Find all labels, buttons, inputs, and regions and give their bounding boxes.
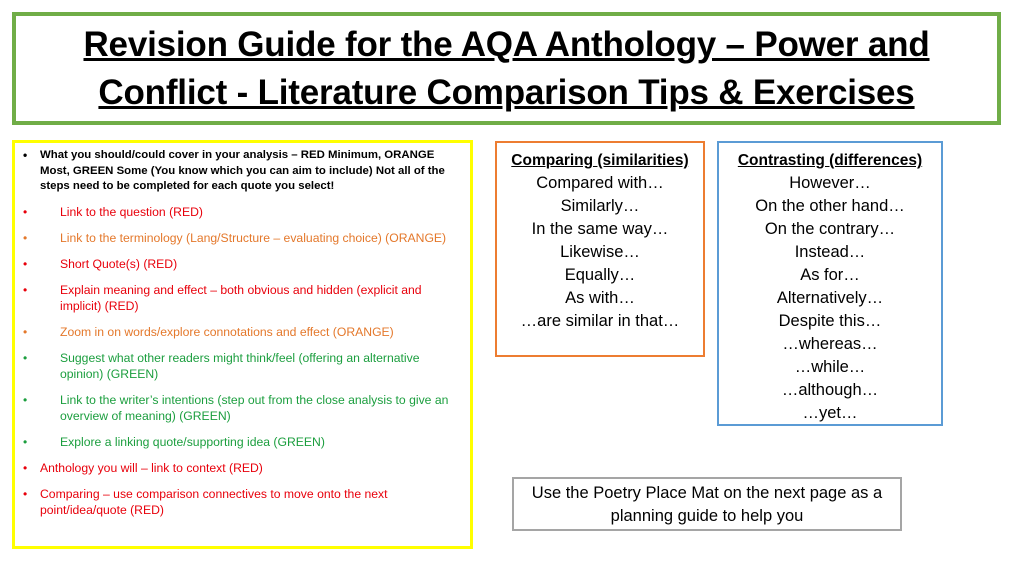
page-title-line-2: Conflict - Literature Comparison Tips & Exercises [98,72,915,112]
differences-item: …while… [794,358,866,376]
differences-item: …whereas… [782,335,878,353]
page-title-line-1: Revision Guide for the AQA Anthology – Power and [83,24,930,64]
analysis-step-text: Explain meaning and effect – both obvious and hidden (explicit and implicit) (RED) [60,282,422,313]
similarities-item: Equally… [564,266,636,284]
analysis-step [23,204,458,220]
similarities-heading: Comparing (similarities) [511,152,689,169]
bullet-icon: • [23,230,28,245]
analysis-tail-text: Comparing – use comparison connectives to move onto the next point/idea/quote (RED) [40,486,388,517]
analysis-tail-item [23,486,458,518]
bullet-icon: • [23,392,28,407]
bullet-icon: • [23,486,28,501]
analysis-step [23,230,458,246]
bullet-icon: • [23,148,28,162]
analysis-step-text: Suggest what other readers might think/feel (offering an alternative opinion) (GREEN) [60,350,420,381]
differences-item: …yet… [802,404,858,422]
analysis-step [23,392,458,424]
analysis-intro [23,148,458,195]
differences-item: Despite this… [778,312,882,330]
analysis-guide-box [12,140,473,549]
note-line-2: planning guide to help you [610,507,804,525]
analysis-step-text: Short Quote(s) (RED) [60,256,178,271]
bullet-icon: • [23,324,28,339]
analysis-step [23,434,458,450]
similarities-item: Similarly… [560,197,640,215]
analysis-step [23,282,458,314]
differences-item: …although… [781,381,879,399]
bullet-icon: • [23,282,28,297]
similarities-box [495,141,705,357]
title-box [12,12,1001,125]
differences-item: On the other hand… [755,197,905,215]
analysis-step-text: Explore a linking quote/supporting idea (GREEN) [60,434,325,449]
analysis-step [23,256,458,272]
analysis-step [23,324,458,340]
analysis-tail-text: Anthology you will – link to context (RED) [40,460,263,475]
similarities-item: …are similar in that… [520,312,680,330]
analysis-tail-item [23,460,458,476]
note-line-1: Use the Poetry Place Mat on the next page as a [531,484,883,502]
analysis-step-text: Zoom in on words/explore connotations and effect (ORANGE) [60,324,394,339]
similarities-item: In the same way… [531,220,669,238]
differences-item: Alternatively… [776,289,884,307]
analysis-step-text: Link to the terminology (Lang/Structure – evaluating choice) (ORANGE) [60,230,447,245]
differences-item: As for… [800,266,860,284]
differences-item: Instead… [794,243,866,261]
bullet-icon: • [23,204,28,219]
similarities-item: Likewise… [560,243,640,261]
analysis-list [23,148,458,518]
similarities-item: Compared with… [536,174,664,192]
bullet-icon: • [23,256,28,271]
differences-heading: Contrasting (differences) [737,152,923,169]
differences-item: On the contrary… [764,220,896,238]
analysis-step-text: Link to the question (RED) [60,204,203,219]
differences-box [717,141,943,426]
place-mat-note [512,477,902,531]
analysis-step-text: Link to the writer’s intentions (step out from the close analysis to give an overview of meaning) (GREEN) [60,392,449,423]
analysis-intro-text: What you should/could cover in your analysis – RED Minimum, ORANGE Most, GREEN Some (You know which you can aim to include) Not all of the steps need to be completed for each quote you select! [40,149,445,192]
analysis-step [23,350,458,382]
bullet-icon: • [23,460,28,475]
similarities-item: As with… [565,289,635,307]
bullet-icon: • [23,434,28,449]
bullet-icon: • [23,350,28,365]
differences-item: However… [789,174,871,192]
